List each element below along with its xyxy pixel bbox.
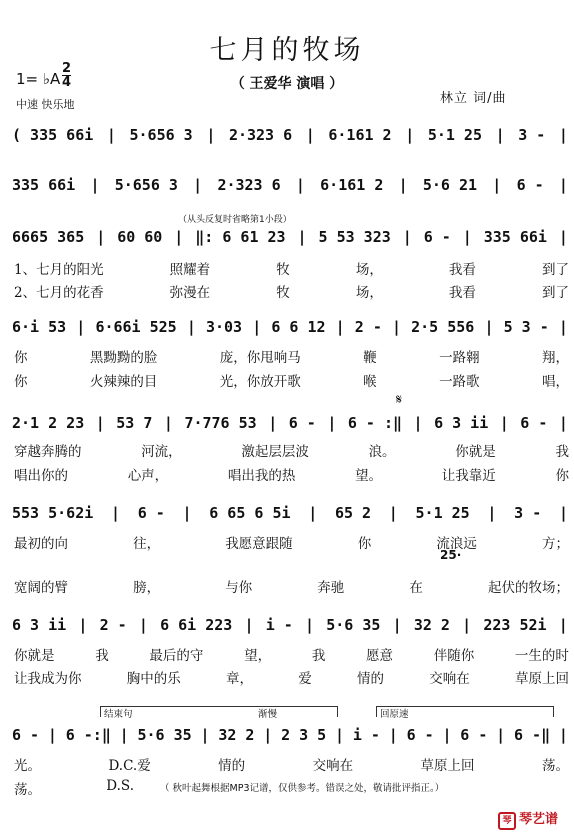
- measure: 2·323 6: [217, 176, 281, 194]
- lyric-word: 心声，: [127, 468, 169, 484]
- barline: |: [558, 414, 568, 432]
- barline: |: [558, 318, 568, 336]
- lyric-word: 我看: [448, 285, 476, 301]
- lyric-word: 喉: [363, 374, 377, 390]
- notation-row: [10, 610, 570, 641]
- repeat-note: （从头反复时省略第1小段）: [178, 215, 292, 225]
- lyric-word: 唱出我的热: [227, 468, 296, 484]
- measure: 6 3 ii: [12, 616, 67, 634]
- author-credit: 林立 词/曲: [440, 91, 507, 106]
- barline: |: [263, 726, 273, 744]
- measure: 5·656 3: [129, 126, 193, 144]
- lyric-word: 最后的守: [149, 648, 204, 664]
- measure: 5·6 21: [422, 176, 478, 194]
- lyric-word: 情的: [218, 758, 246, 774]
- lyric-line: [14, 667, 569, 687]
- measure: 5 53 323: [318, 228, 391, 246]
- measure: 335 66i: [12, 176, 76, 194]
- measure: 5·656 3: [114, 176, 178, 194]
- lyric-word: 望。: [355, 468, 383, 484]
- meter-top: 2: [62, 61, 72, 76]
- lyric-word: 你就是: [14, 648, 55, 664]
- lyric-line: [14, 754, 569, 774]
- measure: 3 -: [514, 504, 542, 522]
- measure: 6665 365: [12, 228, 85, 246]
- barline: |: [182, 504, 192, 522]
- measure: 53 7: [116, 414, 153, 432]
- measure: 5·6 35: [326, 616, 381, 634]
- barline: |: [462, 228, 472, 246]
- lyric-word: 草原上回: [515, 671, 569, 687]
- barline: |: [295, 176, 305, 194]
- measure: 2·1 2 23: [12, 414, 85, 432]
- lyric-word: 黑黝黝的脸: [89, 350, 158, 366]
- lyric-word: 膀，: [133, 580, 161, 596]
- barline: |: [163, 414, 173, 432]
- lyric-word: 牧: [276, 285, 290, 301]
- lyric-word: 我愿意跟随: [225, 536, 293, 552]
- segno-sign: 𝄋: [396, 392, 403, 408]
- barline: |: [327, 414, 337, 432]
- barline: |: [492, 176, 502, 194]
- measure: 3 -: [518, 126, 546, 144]
- barline: |: [47, 726, 57, 744]
- barline: |: [138, 616, 148, 634]
- measure: 6 6 12: [271, 318, 326, 336]
- barline: |: [244, 616, 254, 634]
- lyric-word: 荡。: [541, 758, 569, 774]
- lyric-line: [14, 576, 569, 596]
- lyric-word: 荡。: [14, 782, 41, 798]
- measure: 2·323 6: [228, 126, 293, 144]
- lyric-word: 与你: [225, 580, 253, 596]
- barline: |: [308, 504, 318, 522]
- measure: 6 -:‖: [65, 726, 111, 744]
- measure: 6 -: [516, 176, 544, 194]
- meter-bottom: 4: [62, 75, 72, 90]
- measure: 2 -: [99, 616, 127, 634]
- lyric-word: 你: [357, 536, 372, 552]
- lyric-word: 翔，: [541, 350, 569, 366]
- notation-row: [10, 120, 570, 151]
- lyric-word: 穿越奔腾的: [14, 444, 82, 460]
- transcription-footer: （ 秋叶起舞根据MP3记谱，仅供参考。错误之处，敬请批评指正。）: [160, 783, 445, 794]
- barline: |: [558, 726, 568, 744]
- lyric-word: 光，你放开歌: [219, 374, 301, 390]
- measure: 6 -: [12, 726, 40, 744]
- singer-line: （ 王爱华 演唱 ）: [230, 76, 344, 92]
- barline: |: [558, 176, 568, 194]
- lyric-word: 鞭: [363, 350, 377, 366]
- barline: |: [268, 414, 278, 432]
- notation-row: [10, 408, 570, 439]
- notation-row: [10, 312, 570, 343]
- barline: |: [305, 616, 315, 634]
- barline: |: [76, 318, 86, 336]
- measure: 5·6 35: [137, 726, 192, 744]
- lyric-word: 交响在: [312, 758, 354, 774]
- tempo-back-label: 回原速: [380, 709, 409, 720]
- barline: |: [335, 726, 345, 744]
- lyric-line: [14, 281, 569, 301]
- lyric-word: 交响在: [429, 671, 470, 687]
- lyric-line: [14, 464, 569, 484]
- lyric-word: 最初的向: [14, 536, 68, 552]
- measure: i -: [352, 726, 380, 744]
- barline: |: [558, 228, 568, 246]
- measure: 5·1 25: [415, 504, 470, 522]
- lyric-word: 往，: [133, 536, 161, 552]
- measure: 6 3 ii: [434, 414, 489, 432]
- barline: |: [398, 176, 408, 194]
- lyric-word: 我: [95, 648, 109, 664]
- lyric-word: 章，: [226, 671, 253, 687]
- barline: |: [499, 414, 509, 432]
- lyric-line: [14, 440, 569, 460]
- coda-bracket: [100, 706, 338, 717]
- measure: 6 6i 223: [160, 616, 233, 634]
- measure: 5·1 25: [427, 126, 482, 144]
- lyric-word: D.S.: [106, 778, 134, 794]
- site-logo: [498, 808, 558, 830]
- lyric-word: 到了: [541, 262, 569, 278]
- barline: |: [462, 616, 472, 634]
- lyric-word: 1、七月的阳光: [14, 262, 104, 278]
- lyric-word: 我看: [448, 262, 476, 278]
- lyric-line: [14, 778, 134, 798]
- measure: 6 -: [288, 414, 316, 432]
- lyric-word: 方；: [541, 536, 569, 552]
- barline: |: [496, 726, 506, 744]
- lyric-word: 宽阔的臂: [14, 580, 68, 596]
- barline: |: [442, 726, 452, 744]
- measure: 5 3 -: [503, 318, 549, 336]
- barline: |: [96, 228, 106, 246]
- barline: |: [200, 726, 210, 744]
- barline: |: [110, 504, 121, 522]
- barline: |: [95, 414, 105, 432]
- measure: 6 65 6 5i: [209, 504, 291, 522]
- lyric-word: 你: [14, 350, 28, 366]
- measure: 6·66i 525: [95, 318, 177, 336]
- lyric-word: 伴随你: [433, 648, 475, 664]
- lyric-line: [14, 346, 569, 366]
- lyric-word: 场，: [355, 262, 383, 278]
- lyric-word: 你: [14, 374, 28, 390]
- lyric-word: 一路翱: [439, 350, 480, 366]
- lyric-word: D.C.爱: [108, 758, 151, 774]
- tempo-mark: 中速 快乐地: [16, 98, 75, 111]
- measure: i -: [265, 616, 293, 634]
- notation-row: [10, 720, 570, 751]
- lyric-word: 起伏的牧场；: [487, 580, 569, 596]
- barline: |: [487, 504, 497, 522]
- barline: |: [402, 228, 412, 246]
- measure: 6·161 2: [320, 176, 384, 194]
- key-signature: 1= ♭A: [16, 70, 61, 88]
- lyric-word: 浪。: [368, 444, 396, 460]
- measure: 6 -: [460, 726, 488, 744]
- barline: |: [558, 504, 568, 522]
- lyric-word: 草原上回: [420, 758, 475, 774]
- measure: 6·i 53: [12, 318, 67, 336]
- lyric-word: 我: [311, 648, 326, 664]
- lyric-line: [14, 258, 569, 278]
- barline: |: [392, 616, 402, 634]
- lyric-word: 我: [555, 444, 569, 460]
- song-title: 七月的牧场: [209, 35, 365, 66]
- lyric-word: 望，: [244, 648, 272, 664]
- measure: 2 -: [354, 318, 382, 336]
- measure: 3·03: [205, 318, 243, 336]
- lyric-word: 弥漫在: [169, 285, 211, 301]
- notation-row: [10, 170, 570, 201]
- measure: 2·5 556: [411, 318, 475, 336]
- coda-label: 结束句: [104, 709, 133, 720]
- lyric-word: 愿意: [366, 648, 394, 664]
- barline: |: [174, 228, 184, 246]
- lyric-word: 在: [409, 580, 423, 596]
- barline: |: [558, 126, 568, 144]
- barline: |: [388, 726, 398, 744]
- barline: |: [119, 726, 129, 744]
- lyric-word: 唱，: [541, 374, 569, 390]
- lyric-word: 激起层层波: [241, 444, 309, 460]
- measure: 6·161 2: [328, 126, 392, 144]
- barline: |: [206, 126, 216, 144]
- lyric-word: 唱出你的: [14, 468, 68, 484]
- slow-label: 渐慢: [258, 709, 278, 720]
- measure: 6 -: [520, 414, 548, 432]
- barline: |: [106, 126, 116, 144]
- measure: 32 2: [413, 616, 450, 634]
- lyric-word: 到了: [541, 285, 569, 301]
- barline: |: [193, 176, 203, 194]
- logo-text: 琴艺谱: [519, 812, 559, 827]
- barline: |: [558, 616, 568, 634]
- lyric-word: 光。: [14, 758, 41, 774]
- lyric-word: 河流，: [141, 444, 182, 460]
- lyric-word: 照耀着: [169, 262, 211, 278]
- barline: |: [252, 318, 262, 336]
- lyric-word: 爱: [298, 671, 312, 687]
- barline: |: [186, 318, 196, 336]
- measure: ‖: 6 61 23: [195, 228, 286, 246]
- barline: |: [78, 616, 88, 634]
- lyric-word: 胸中的乐: [126, 671, 181, 687]
- barline: |: [495, 126, 505, 144]
- lyric-word: 你就是: [455, 444, 496, 460]
- lyric-word: 火辣辣的目: [89, 374, 158, 390]
- barline: |: [297, 228, 307, 246]
- lyric-word: 让我成为你: [14, 671, 82, 687]
- lyric-word: 庞，你甩响马: [219, 350, 301, 366]
- lyric-word: 你: [555, 468, 569, 484]
- measure: 6 -: [406, 726, 434, 744]
- lyric-word: 场，: [355, 285, 383, 301]
- lyric-word: 流浪远: [436, 536, 477, 552]
- lyric-line: [14, 370, 569, 390]
- barline: |: [484, 318, 494, 336]
- lyric-word: 一生的时: [514, 648, 569, 664]
- notation-row: [10, 498, 570, 529]
- lyric-word: 2、七月的花香: [14, 285, 104, 301]
- lyric-line: [14, 644, 569, 664]
- barline: |: [413, 414, 423, 432]
- barline: |: [305, 126, 315, 144]
- measure: 6 - :‖: [347, 414, 403, 432]
- measure: 335 66i: [483, 228, 547, 246]
- alt-ending-mark: 25·: [440, 548, 462, 562]
- barline: |: [391, 318, 402, 336]
- measure: 6 -: [137, 504, 165, 522]
- notation-row: [10, 222, 570, 253]
- barline: |: [388, 504, 398, 522]
- barline: |: [405, 126, 415, 144]
- measure: 223 52i: [483, 616, 547, 634]
- lyric-word: 一路歌: [439, 374, 480, 390]
- barline: |: [335, 318, 345, 336]
- lyric-word: 奔驰: [317, 580, 345, 596]
- measure: 6 -: [423, 228, 451, 246]
- measure: 32 2: [218, 726, 255, 744]
- logo-mark-icon: 琴: [498, 812, 516, 830]
- measure: 65 2: [334, 504, 372, 522]
- lyric-line: [14, 532, 569, 552]
- lyric-word: 让我靠近: [441, 468, 496, 484]
- barline: |: [90, 176, 100, 194]
- time-signature: [62, 62, 71, 89]
- measure: 2 3 5: [281, 726, 327, 744]
- measure: 553 5·62i: [12, 504, 94, 522]
- lyric-word: 情的: [357, 671, 384, 687]
- measure: 6 -‖: [514, 726, 551, 744]
- measure: 7·776 53: [184, 414, 257, 432]
- measure: 60 60: [117, 228, 163, 246]
- measure: ( 335 66i: [12, 126, 94, 144]
- lyric-word: 牧: [276, 262, 290, 278]
